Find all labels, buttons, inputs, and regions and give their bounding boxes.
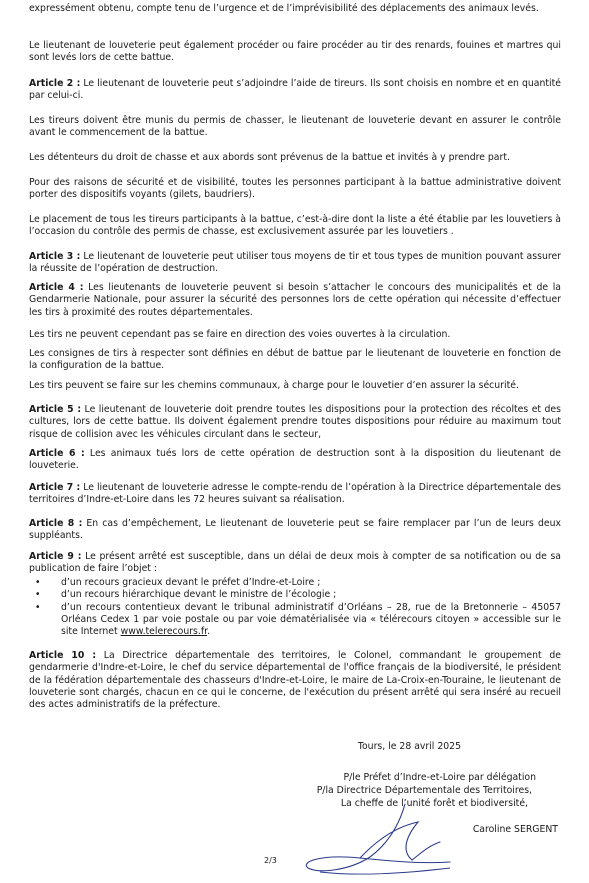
article-6-label: Article 6 : — [29, 448, 85, 459]
article-2 — [29, 78, 561, 103]
paragraph-safety-visibility: Pour des raisons de sécurité et de visibilité, toutes les personnes participant à la battue administrative doivent porter des dispositifs voyants (gilets, baudriers). — [29, 177, 561, 201]
place-date: Tours, le 28 avril 2025 — [357, 741, 461, 752]
article-8-text: En cas d’empêchement, Le lieutenant de louveterie peut se faire remplacer par l’un de leurs deux suppléants. — [29, 518, 561, 542]
article-3-text: Le lieutenant de louveterie peut utiliser tous moyens de tir et tous types de munition pouvant assurer la réussite de l’opération de destruction. — [29, 251, 561, 275]
paragraph-fox-shooting: Le lieutenant de louveterie peut également procéder ou faire procéder au tir des renards, fouines et martres qui sont levés lors de cette battue. — [29, 40, 561, 64]
article-10-label: Article 10 : — [29, 650, 97, 661]
paragraph-shooting-direction: Les tirs ne peuvent cependant pas se faire en direction des voies ouvertes à la circulation. — [29, 329, 451, 340]
appeal-list — [29, 577, 561, 638]
article-8-label: Article 8 : — [29, 518, 83, 529]
paragraph-intro: expressément obtenu, compte tenu de l’urgence et de l’imprévisibilité des déplacements des animaux levés. — [29, 3, 539, 14]
appeal-contentious-end: . — [207, 626, 211, 638]
signatory-name: Caroline SERGENT — [472, 824, 558, 835]
paragraph-shooting-instructions: Les consignes de tirs à respecter sont définies en début de battue par le lieutenant de louveterie en fonction de la configuration de la battue. — [29, 348, 561, 372]
article-9 — [29, 551, 561, 576]
paragraph-hunting-rights: Les détenteurs du droit de chasse et aux abords sont prévenus de la battue et invités à y prendre part. — [29, 152, 510, 163]
list-item — [29, 577, 561, 589]
signature-line-unit-head: La cheffe de l’unité forêt et biodiversité, — [340, 798, 528, 809]
bullet-marker: • — [35, 577, 41, 588]
paragraph-shooters-permit: Les tireurs doivent être munis du permis de chasser, le lieutenant de louveterie devant en assurer le contrôle avant le commencement de la battue. — [29, 115, 561, 139]
handwritten-signature — [300, 802, 460, 882]
article-3-label: Article 3 : — [29, 251, 81, 262]
article-7-text: Le lieutenant de louveterie adresse le compte-rendu de l’opération à la Directrice départementale des territoires d’Indre-et-Loire dans les 72 heures suivant sa réalisation. — [29, 482, 561, 506]
appeal-contentious — [61, 602, 561, 639]
article-4-text: Les lieutenants de louveterie peuvent si besoin s’attacher le concours des municipalités et de la Gendarmerie Nationale, pour assurer la sécurité des personnes lors de cette opération qui nécessite d’effectuer les tirs à proximité des routes départementales. — [29, 282, 561, 318]
article-7 — [29, 482, 561, 507]
article-3 — [29, 251, 561, 276]
article-9-label: Article 9 : — [29, 551, 82, 562]
article-6 — [29, 448, 561, 473]
article-6-text: Les animaux tués lors de cette opération de destruction sont à la disposition du lieutenant de louveterie. — [29, 448, 561, 472]
article-2-label: Article 2 : — [29, 78, 81, 89]
article-10-text: La Directrice départementale des territoires, le Colonel, commandant le groupement de gendarmerie d'Indre-et-Loire, le chef du service départemental de l'office français de la biodiversité, le président de la fédération départementale des chasseurs d'Indre-et-Loire, le maire de La-Croix-en-Touraine, le lieutenant de louveterie sont chargés, chacun en ce qui le concerne, de l'exécution du présent arrêté qui sera inséré au recueil des actes administratifs de la préfecture. — [29, 650, 562, 711]
telerecours-link[interactable]: www.telerecours.fr — [120, 626, 208, 638]
paragraph-communal-paths: Les tirs peuvent se faire sur les chemins communaux, à charge pour le louvetier d’en assurer la sécurité. — [29, 380, 519, 391]
article-4 — [29, 282, 561, 319]
paragraph-shooter-placement: Le placement de tous les tireurs participants à la battue, c’est-à-dire dont la liste a été établie par les louvetiers à l’occasion du contrôle des permis de chasse, est exclusivement assurée par les louvetiers . — [29, 214, 561, 238]
list-item — [29, 602, 561, 639]
article-2-text: Le lieutenant de louveterie peut s’adjoindre l’aide de tireurs. Ils sont choisis en nombre et en quantité par celui-ci. — [29, 78, 561, 102]
article-9-text: Le présent arrêté est susceptible, dans un délai de deux mois à compter de sa notification ou de sa publication de faire l’objet : — [29, 551, 562, 575]
appeal-contentious-text: d’un recours contentieux devant le tribunal administratif d’Orléans – 28, rue de la Bretonnerie – 45057 Orléans Cedex 1 par voie postale ou par voie dématérialisée via « télérecours citoyen » accessible sur le site Internet — [61, 601, 561, 638]
bullet-marker: • — [35, 589, 41, 601]
page-number: 2/3 — [264, 856, 277, 865]
article-4-label: Article 4 : — [29, 282, 84, 293]
article-5 — [29, 404, 561, 441]
signature-line-prefect: P/le Préfet d’Indre-et-Loire par délégation — [343, 772, 536, 783]
bullet-marker: • — [35, 601, 41, 613]
list-item — [29, 589, 561, 601]
article-5-text: Le lieutenant de louveterie doit prendre toutes les dispositions pour la protection des récoltes et des cultures, lors de cette battue. Ils doivent également prendre toutes dispositions pour réduire au maximum tout risque de collision avec les véhicules circulant dans le secteur, — [29, 404, 561, 440]
appeal-hierarchical: d’un recours hiérarchique devant le ministre de l’écologie ; — [61, 589, 337, 601]
signature-line-director: P/la Directrice Départementale des Territoires, — [316, 785, 532, 796]
article-5-label: Article 5 : — [29, 404, 82, 415]
article-7-label: Article 7 : — [29, 482, 81, 493]
article-10 — [29, 650, 561, 711]
appeal-gracious: d’un recours gracieux devant le préfet d’Indre-et-Loire ; — [61, 577, 321, 588]
article-8 — [29, 518, 561, 543]
